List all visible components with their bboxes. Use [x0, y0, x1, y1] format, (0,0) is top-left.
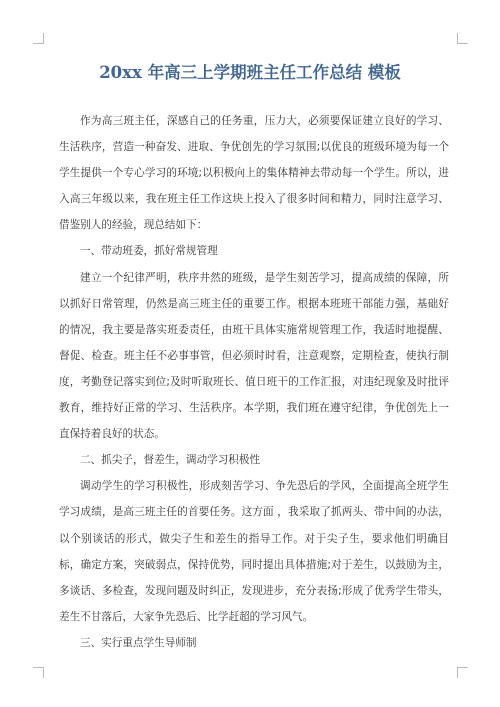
section-heading-2: 二、抓尖子，督差生，调动学习积极性	[80, 454, 261, 467]
crop-mark-bottom-left	[33, 667, 44, 678]
intro-paragraph: 作为高三班主任，深感自己的任务重，压力大，必须要保证建立良好的学习、生活秩序，营造一种奋发、进取、争优创先的学习氛围;以优良的班级环境为每一个学生提供一个专心学习的环境;以积极向上的集体精神去带动每一个学生。所以，进入高三年级以来，我在班主任工作这块上投入了很多时间和精力，同时注意学习、借鉴别人的经验，现总结如下：	[59, 115, 449, 232]
section-heading-1: 一、带动班委，抓好常规管理	[80, 245, 218, 258]
crop-mark-bottom-right	[457, 667, 468, 678]
document-body	[59, 108, 449, 656]
section-2-paragraph: 调动学生的学习积极性，形成刻苦学习、争先恐后的学风，全面提高全班学生学习成绩，是高三班主任的首要任务。这方面 ，我采取了抓两头、带中间的办法，以个别谈话的形式，做尖子生和差生的指导工作。对于尖子生，要求他们明确目标，确定方案，突破弱点，保持优势，同时提出具体措施;对于差生，以鼓励为主，多谈话、多检查，发现问题及时纠正，发现进步，充分表扬;形成了优秀学生带头，差生不甘落后，大家争先恐后、比学赶超的学习风气。	[59, 480, 449, 623]
section-heading-3: 三、实行重点学生导师制	[80, 636, 197, 649]
crop-mark-top-left	[33, 33, 44, 44]
section-1-paragraph: 建立一个纪律严明，秩序井然的班级，是学生刻苦学习，提高成绩的保障，所以抓好日常管理，仍然是高三班主任的重要工作。根据本班班干部能力强，基础好的情况，我主要是落实班委责任，由班干具体实施常规管理工作，我适时地提醒、督促、检查。班主任不必事事管，但必须时时看，注意观察，定期检查，使执行制度，考勤登记落实到位;及时听取班长、值日班干的工作汇报，对违纪现象及时批评教育，维持好正常的学习、生活秩序。本学期，我们班在遵守纪律，争优创先上一直保持着良好的状态。	[59, 271, 449, 441]
crop-mark-top-right	[457, 33, 468, 44]
document-title: 20xx 年高三上学期班主任工作总结 模板	[99, 63, 401, 82]
